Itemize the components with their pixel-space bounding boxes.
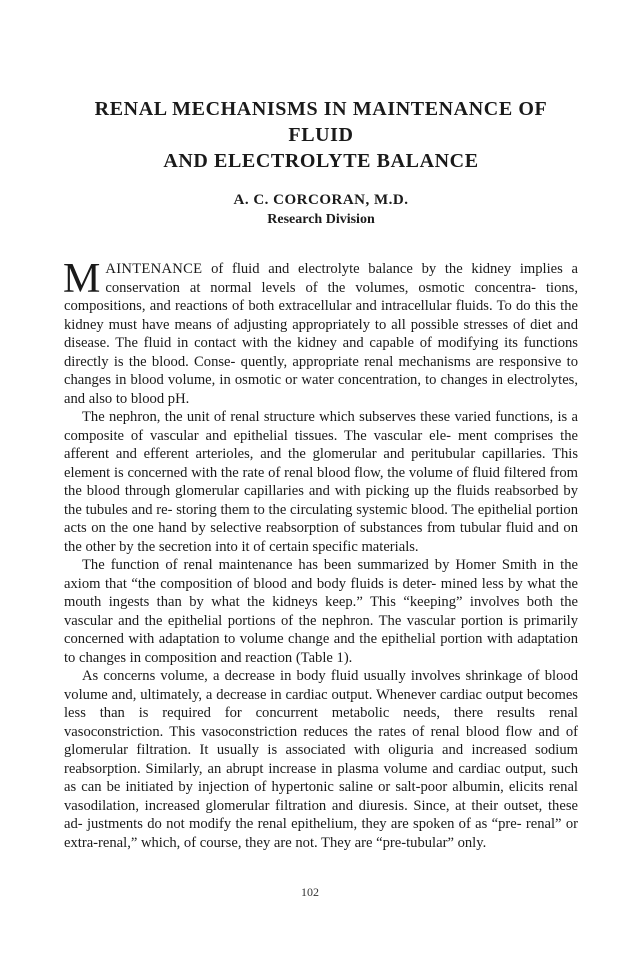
article-page [64,96,578,852]
paragraph-1 [63,256,578,408]
page-number: 102 [301,885,319,899]
author-name: A. C. CORCORAN, M.D. [233,192,409,208]
paragraph-3: The function of renal maintenance has been summarized by Homer Smith in the axiom that “the composition of blood and body fluids is deter- mined less by what the mouth ingests than by what the kidneys keep.” This “keeping” involves both the vascular and the epithelial portions of the nephron. The vascular portion is primarily concerned with adaptation to volume change and the epithelial portion with adaptation to changes in composition and reaction (Table 1). [64,557,578,666]
article-title-line-2: AND ELECTROLYTE BALANCE [163,150,479,172]
paragraph-1-lead: AINTENANCE [105,261,203,277]
paragraph-1-text: of fluid and electrolyte balance by the kidney implies a conservation at normal levels of the volumes, osmotic concentra- tions, compositions, and reactions of both extracellular and intracellular fluids. To do this the kidney must have means of adjusting appropriately to all possible stresses of diet and disease. The fluid in contact with the kidney and capable of modifying its functions directly is the blood. Conse- quently, appropriate renal mechanisms are responsive to changes in blood volume, in osmotic or water concentration, to changes in electrolytes, and also to blood pH. [64,261,578,407]
paragraph-2: The nephron, the unit of renal structure which subserves these varied functions, is a composite of vascular and epithelial tissues. The vascular ele- ment comprises the afferent and efferent arterioles, and the glomerular and peritubular capillaries. This element is concerned with the rate of renal blood flow, the volume of fluid filtered from the blood through glomerular capillaries and with picking up the fluids reabsorbed by the tubules and re- storing them to the circulating systemic blood. The epithelial portion acts on the one hand by selective reabsorption of substances from tubular fluid and on the other by the secretion into it of certain specific materials. [64,409,578,555]
article-title [64,96,578,174]
author-affiliation: Research Division [267,212,375,227]
paragraph-4: As concerns volume, a decrease in body fluid usually involves shrinkage of blood volume and, ultimately, a decrease in cardiac output. Whenever cardiac output becomes less than is required for concurrent metabolic needs, there results renal vasoconstriction. This vasoconstriction reduces the rates of renal blood flow and of glomerular filtration. It usually is associated with oliguria and increased sodium reabsorption. Similarly, an abrupt increase in plasma volume and cardiac output, such as can be initiated by injection of hypertonic saline or salt-poor albumin, elicits renal vasodilation, increased glomerular filtration and diuresis. Since, at their outset, these ad- justments do not modify the renal epithelium, they are spoken of as “pre- renal” or extra-renal,” which, of course, they are not. They are “pre-tubular” only. [64,668,578,851]
article-title-line-1: RENAL MECHANISMS IN MAINTENANCE OF FLUID [94,98,548,146]
article-body [63,256,578,852]
drop-cap: M [63,256,101,302]
